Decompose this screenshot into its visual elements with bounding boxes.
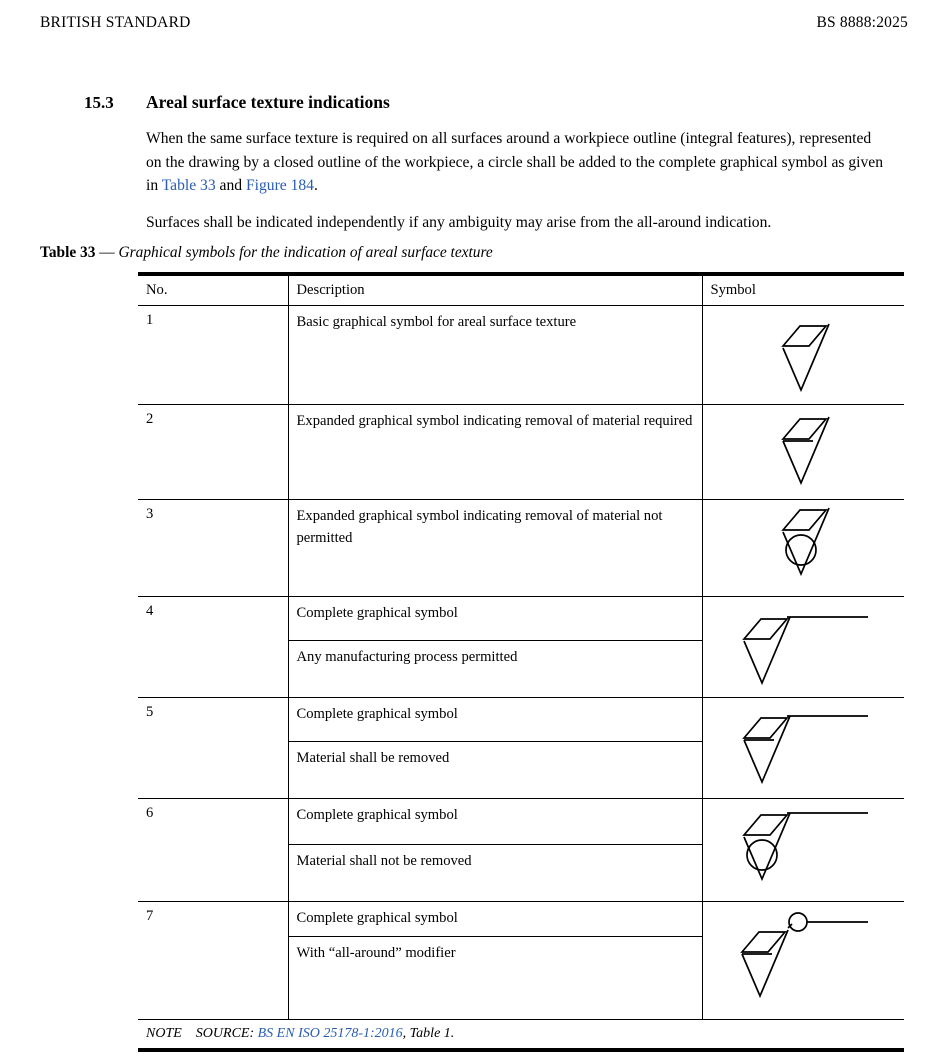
note-gap <box>182 1026 196 1041</box>
row-symbol <box>702 698 904 799</box>
paragraph-1 <box>146 127 890 198</box>
clause-content <box>84 92 890 248</box>
header-no: No. <box>138 276 288 306</box>
row-symbol <box>702 597 904 698</box>
row-description-line-1: Complete graphical symbol <box>288 597 702 641</box>
note-source-word: SOURCE: <box>195 1025 255 1041</box>
row-no: 5 <box>138 698 288 799</box>
note-source-tail: , Table 1. <box>402 1025 455 1041</box>
row-description-line-1: Complete graphical symbol <box>288 902 702 937</box>
row-no: 3 <box>138 500 288 597</box>
link-table-33[interactable]: Table 33 <box>161 177 216 195</box>
table-caption-text: Graphical symbols for the indication of areal surface texture <box>118 244 493 261</box>
table-note-row <box>138 1019 904 1050</box>
table-caption-dash: — <box>95 244 119 261</box>
table-row <box>138 500 904 597</box>
row-description-line-2: Material shall be removed <box>288 742 702 799</box>
row-description-line-2: With “all-around” modifier <box>288 936 702 1019</box>
running-head <box>40 14 908 32</box>
table-33 <box>138 272 904 1064</box>
table-caption-label: Table 33 <box>40 244 96 261</box>
running-head-left: BRITISH STANDARD <box>40 14 191 31</box>
row-description-line-1: Expanded graphical symbol indicating removal of material not permitted <box>288 500 702 597</box>
note-label: NOTE <box>146 1025 182 1041</box>
row-description-line-1: Basic graphical symbol for areal surface texture <box>288 306 702 405</box>
table-caption <box>40 244 920 262</box>
row-symbol <box>702 500 904 597</box>
paragraph-1-text-c: . <box>313 177 318 195</box>
table-row <box>138 799 904 845</box>
row-no: 4 <box>138 597 288 698</box>
table-row <box>138 698 904 742</box>
table-row <box>138 405 904 500</box>
row-description-line-2: Material shall not be removed <box>288 845 702 902</box>
expanded-removal-required-symbol-icon <box>711 411 897 493</box>
clause-number: 15.3 <box>84 93 114 112</box>
paragraph-1-text-a: When the same surface texture is required on all surfaces around a workpiece outline (integral features), represented on the drawing by a closed outline of the workpiece, a circle shall be added to the complete graphical symbol as given in <box>146 130 883 195</box>
table-row <box>138 902 904 937</box>
complete-any-process-symbol-icon <box>711 603 897 691</box>
table-row <box>138 597 904 641</box>
row-description-line-1: Complete graphical symbol <box>288 799 702 845</box>
clause-heading <box>84 92 890 113</box>
row-description-line-1: Complete graphical symbol <box>288 698 702 742</box>
table-header-row <box>138 276 904 306</box>
paragraph-1-text-b: and <box>215 177 246 195</box>
link-bs-en-iso-25178[interactable]: BS EN ISO 25178-1:2016 <box>257 1025 403 1041</box>
row-symbol <box>702 799 904 902</box>
header-symbol: Symbol <box>702 276 904 306</box>
row-no: 1 <box>146 312 154 328</box>
running-head-right: BS 8888:2025 <box>816 14 908 31</box>
row-symbol <box>702 306 904 405</box>
clause-title: Areal surface texture indications <box>146 92 390 112</box>
row-no: 6 <box>138 799 288 902</box>
row-no: 2 <box>138 405 288 500</box>
table-note <box>138 1019 904 1050</box>
complete-material-removed-symbol-icon <box>711 704 897 792</box>
row-description-line-1: Expanded graphical symbol indicating removal of material required <box>288 405 702 500</box>
row-symbol <box>702 902 904 1020</box>
table-row <box>138 306 904 405</box>
complete-material-not-removed-symbol-icon <box>711 805 897 895</box>
row-description-line-2: Any manufacturing process permitted <box>288 641 702 698</box>
link-figure-184[interactable]: Figure 184 <box>245 177 314 195</box>
header-description: Description <box>288 276 702 306</box>
paragraph-2: Surfaces shall be indicated independently if any ambiguity may arise from the all-around indication. <box>146 214 772 232</box>
table-bottom-rule <box>138 1050 904 1064</box>
row-no: 7 <box>138 902 288 1020</box>
expanded-removal-not-permitted-symbol-icon <box>711 506 897 590</box>
row-symbol <box>702 405 904 500</box>
basic-areal-symbol-icon <box>711 312 897 398</box>
complete-all-around-symbol-icon <box>711 908 897 1004</box>
